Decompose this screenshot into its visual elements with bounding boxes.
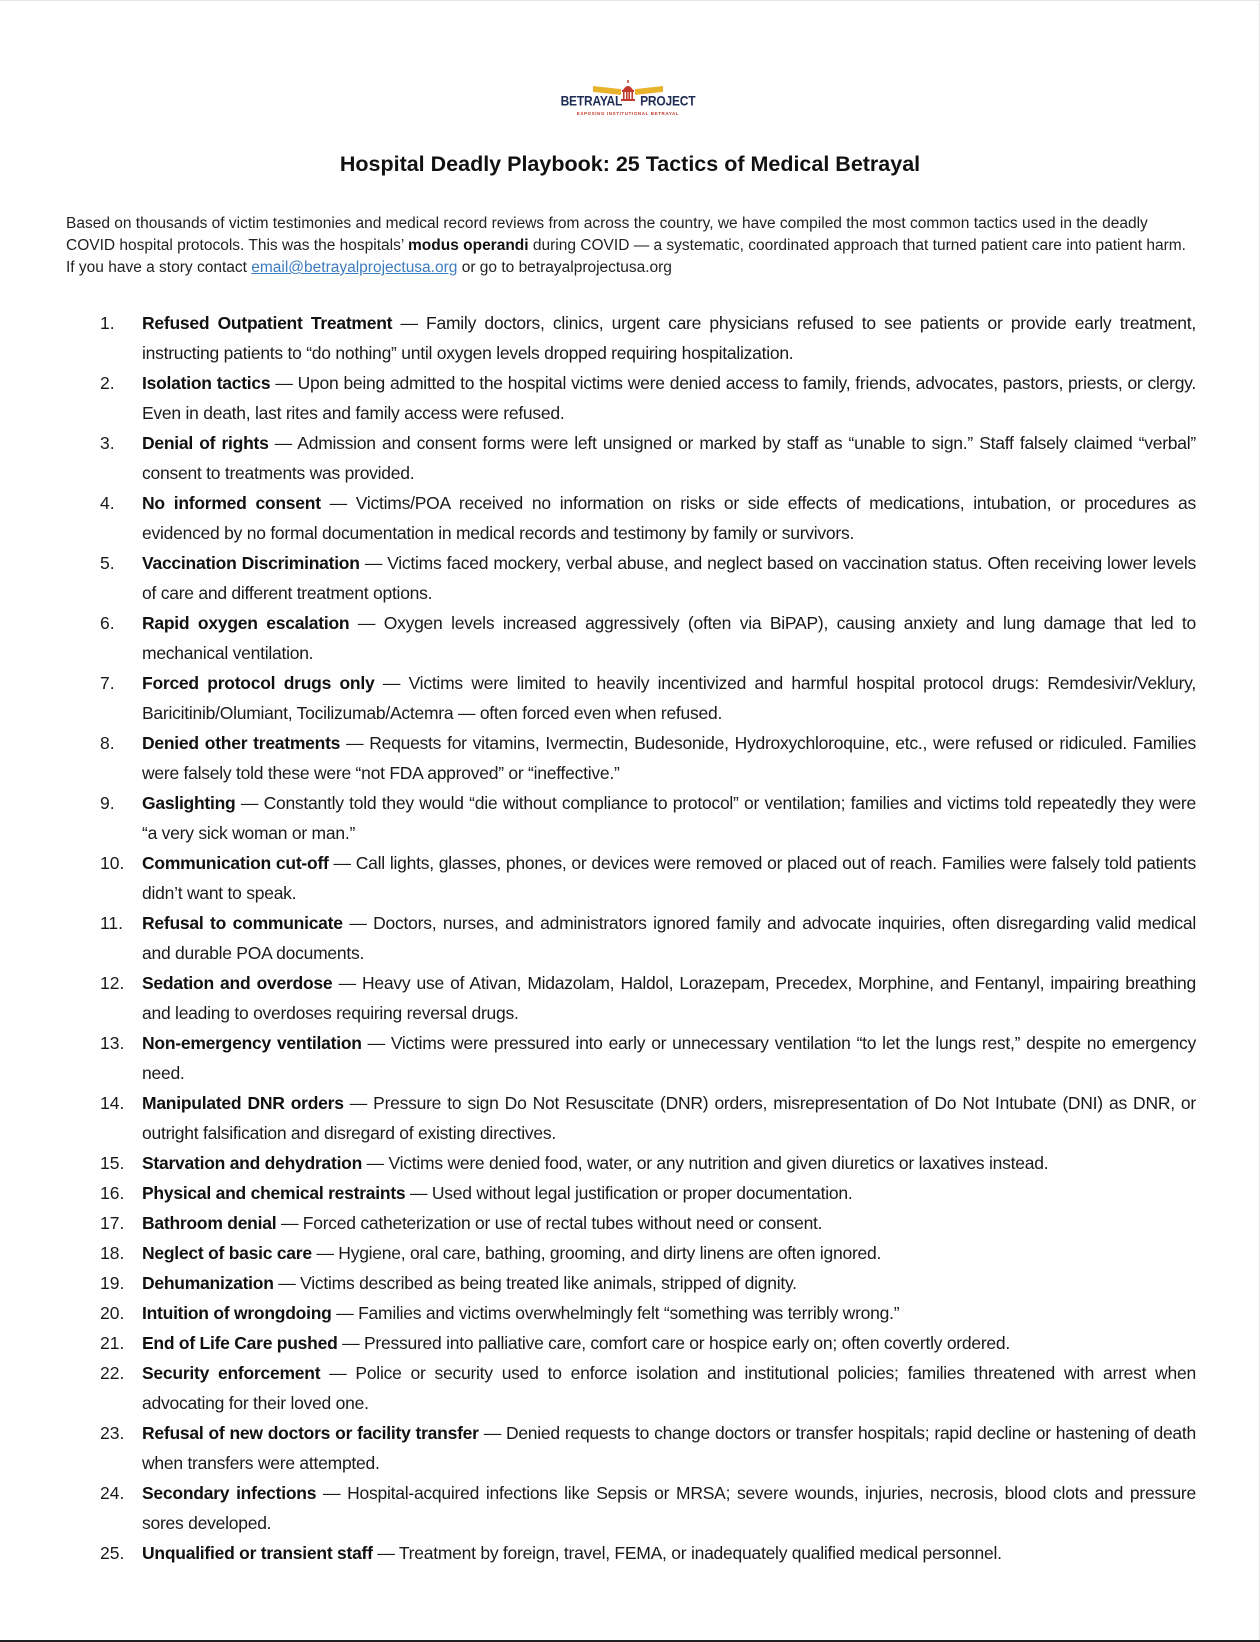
tactic-name: Security enforcement [142, 1363, 321, 1383]
tactic-body [142, 908, 1196, 968]
tactic-name: Unqualified or transient staff [142, 1543, 373, 1563]
betrayal-project-logo [560, 80, 696, 120]
tactic-number: 1. [100, 313, 115, 333]
tactic-number: 24. [100, 1483, 125, 1503]
tactic-description: — Pressured into palliative care, comfort care or hospice early on; often covertly ordered. [337, 1333, 1010, 1353]
tactic-number: 15. [100, 1153, 125, 1173]
tactic-body [142, 1328, 1196, 1358]
intro-text-part-2: during COVID — a systematic, coordinated approach that turned patient care into patient harm. If you have a story contact [66, 237, 1186, 276]
tactic-name: Vaccination Discrimination [142, 553, 360, 573]
tactic-item [100, 668, 1196, 728]
intro-bold-phrase: modus operandi [408, 237, 529, 254]
tactic-number: 2. [100, 373, 115, 393]
tactic-name: Secondary infections [142, 1483, 317, 1503]
tactic-description: — Admission and consent forms were left unsigned or marked by staff as “unable to sign.” Staff falsely claimed “verbal” consent to treatments was provided. [142, 433, 1196, 483]
tactic-item [100, 428, 1196, 488]
tactic-number: 16. [100, 1183, 125, 1203]
tactic-name: Isolation tactics [142, 373, 271, 393]
tactic-description: — Requests for vitamins, Ivermectin, Budesonide, Hydroxychloroquine, etc., were refused or ridiculed. Families were falsely told these were “not FDA approved” or “ineffective.” [142, 733, 1196, 783]
tactic-name: Refusal of new doctors or facility transfer [142, 1423, 479, 1443]
tactic-name: Bathroom denial [142, 1213, 277, 1233]
tactic-body [142, 1538, 1196, 1568]
tactic-item [100, 1238, 1196, 1268]
tactic-number: 21. [100, 1333, 125, 1353]
tactic-name: No informed consent [142, 493, 321, 513]
tactic-body [142, 1478, 1196, 1538]
contact-email-link[interactable]: email@betrayalprojectusa.org [251, 259, 458, 276]
tactic-description: — Victims were denied food, water, or any nutrition and given diuretics or laxatives instead. [362, 1153, 1049, 1173]
tactic-number: 13. [100, 1033, 125, 1053]
tactic-number: 25. [100, 1543, 125, 1563]
tactic-body [142, 728, 1196, 788]
tactic-number: 20. [100, 1303, 125, 1323]
tactic-item [100, 968, 1196, 1028]
tactic-description: — Forced catheterization or use of rectal tubes without need or consent. [276, 1213, 823, 1233]
tactic-description: — Used without legal justification or proper documentation. [405, 1183, 853, 1203]
tactic-description: — Hospital-acquired infections like Sepsis or MRSA; severe wounds, injuries, necrosis, blood clots and pressure sores developed. [142, 1483, 1196, 1533]
tactic-description: — Victims were pressured into early or unnecessary ventilation “to let the lungs rest,” despite no emergency need. [142, 1033, 1196, 1083]
tactic-name: Neglect of basic care [142, 1243, 312, 1263]
tactic-item [100, 848, 1196, 908]
tactic-description: — Hygiene, oral care, bathing, grooming, and dirty linens are often ignored. [311, 1243, 882, 1263]
tactic-body [142, 1238, 1196, 1268]
tactic-item [100, 1028, 1196, 1088]
tactic-name: Dehumanization [142, 1273, 274, 1293]
tactic-body [142, 1028, 1196, 1088]
tactic-body [142, 1418, 1196, 1478]
tactic-name: Intuition of wrongdoing [142, 1303, 332, 1323]
tactic-description: — Victims were limited to heavily incentivized and harmful hospital protocol drugs: Remdesivir/Veklury, Baricitinib/Olumiant, Tocilizumab/Actemra — often forced even when refused. [142, 673, 1196, 723]
tactic-description: — Constantly told they would “die without compliance to protocol” or ventilation; families and victims told repeatedly they were “a very sick woman or man.” [142, 793, 1196, 843]
tactic-description: — Oxygen levels increased aggressively (often via BiPAP), causing anxiety and lung damage that led to mechanical ventilation. [142, 613, 1196, 663]
tactic-description: — Pressure to sign Do Not Resuscitate (DNR) orders, misrepresentation of Do Not Intubate (DNI) as DNR, or outright falsification and disregard of existing directives. [142, 1093, 1196, 1143]
tactic-description: — Family doctors, clinics, urgent care physicians refused to see patients or provide early treatment, instructing patients to “do nothing” until oxygen levels dropped requiring hospitalization. [142, 313, 1196, 363]
tactic-name: Forced protocol drugs only [142, 673, 375, 693]
tactic-item [100, 308, 1196, 368]
tactic-body [142, 1298, 1196, 1328]
intro-paragraph [66, 213, 1196, 279]
tactic-number: 23. [100, 1423, 125, 1443]
logo-word-right: PROJECT [640, 92, 696, 110]
tactic-body [142, 968, 1196, 1028]
tactic-number: 5. [100, 553, 115, 573]
tactic-number: 22. [100, 1363, 125, 1383]
tactic-description: — Denied requests to change doctors or transfer hospitals; rapid decline or hastening of death when transfers were attempted. [142, 1423, 1197, 1473]
logo-tagline: EXPOSING INSTITUTIONAL BETRAYAL [576, 111, 680, 116]
tactic-name: Physical and chemical restraints [142, 1183, 406, 1203]
tactic-description: — Treatment by foreign, travel, FEMA, or inadequately qualified medical personnel. [372, 1543, 1002, 1563]
tactic-item [100, 608, 1196, 668]
tactic-body [142, 1088, 1196, 1148]
tactic-number: 18. [100, 1243, 125, 1263]
tactic-body [142, 608, 1196, 668]
tactic-item [100, 548, 1196, 608]
tactic-body [142, 488, 1196, 548]
tactic-item [100, 1088, 1196, 1148]
tactic-item [100, 1148, 1196, 1178]
tactic-item [100, 368, 1196, 428]
tactic-number: 4. [100, 493, 115, 513]
tactic-name: Denied other treatments [142, 733, 341, 753]
tactic-body [142, 668, 1196, 728]
tactic-item [100, 1268, 1196, 1298]
tactic-item [100, 728, 1196, 788]
intro-text-part-3: or go to betrayalprojectusa.org [457, 259, 672, 276]
tactic-name: Non-emergency ventilation [142, 1033, 362, 1053]
tactic-description: — Doctors, nurses, and administrators ignored family and advocate inquiries, often disregarding valid medical and durable POA documents. [142, 913, 1196, 963]
tactic-body [142, 1268, 1196, 1298]
tactic-item [100, 1298, 1196, 1328]
tactic-item [100, 1178, 1196, 1208]
tactic-body [142, 788, 1196, 848]
tactic-name: Sedation and overdose [142, 973, 333, 993]
tactic-number: 14. [100, 1093, 125, 1113]
tactic-description: — Heavy use of Ativan, Midazolam, Haldol, Lorazepam, Precedex, Morphine, and Fentanyl, impairing breathing and leading to overdoses requiring reversal drugs. [142, 973, 1196, 1023]
tactic-number: 8. [100, 733, 115, 753]
tactic-body [142, 1178, 1196, 1208]
tactic-item [100, 788, 1196, 848]
tactics-list [100, 308, 1196, 1568]
tactic-body [142, 1358, 1196, 1418]
tactic-body [142, 428, 1196, 488]
tactic-body [142, 1208, 1196, 1238]
tactic-description: — Police or security used to enforce isolation and institutional policies; families threatened with arrest when advocating for their loved one. [142, 1363, 1197, 1413]
tactic-description: — Families and victims overwhelmingly felt “something was terribly wrong.” [331, 1303, 900, 1323]
tactic-body [142, 848, 1196, 908]
tactic-number: 11. [100, 913, 124, 933]
tactic-description: — Victims/POA received no information on risks or side effects of medications, intubation, or procedures as evidenced by no formal documentation in medical records and testimony by family or survivors. [142, 493, 1196, 543]
tactic-item [100, 1538, 1196, 1568]
tactic-name: Communication cut-off [142, 853, 329, 873]
tactic-description: — Upon being admitted to the hospital victims were denied access to family, friends, advocates, pastors, priests, or clergy. Even in death, last rites and family access were refused. [142, 373, 1196, 423]
tactic-item [100, 908, 1196, 968]
tactic-item [100, 1208, 1196, 1238]
tactic-name: Denial of rights [142, 433, 269, 453]
tactic-number: 7. [100, 673, 115, 693]
tactic-description: — Victims described as being treated like animals, stripped of dignity. [273, 1273, 797, 1293]
tactic-name: Refusal to communicate [142, 913, 343, 933]
tactic-name: Rapid oxygen escalation [142, 613, 350, 633]
tactic-name: End of Life Care pushed [142, 1333, 338, 1353]
document-title: Hospital Deadly Playbook: 25 Tactics of Medical Betrayal [339, 152, 921, 176]
tactic-item [100, 488, 1196, 548]
logo-word-left: BETRAYAL [560, 92, 623, 110]
tactic-item [100, 1418, 1196, 1478]
tactic-name: Gaslighting [142, 793, 236, 813]
tactic-number: 3. [100, 433, 115, 453]
logo-wordmark [560, 92, 696, 110]
tactic-body [142, 308, 1196, 368]
tactic-number: 10. [100, 853, 125, 873]
tactic-description: — Victims faced mockery, verbal abuse, and neglect based on vaccination status. Often receiving lower levels of care and different treatment options. [142, 553, 1196, 603]
tactic-number: 12. [100, 973, 125, 993]
tactic-item [100, 1328, 1196, 1358]
tactic-name: Refused Outpatient Treatment [142, 313, 393, 333]
tactic-body [142, 368, 1196, 428]
tactic-number: 9. [100, 793, 115, 813]
tactic-number: 17. [100, 1213, 125, 1233]
tactic-name: Starvation and dehydration [142, 1153, 363, 1173]
tactic-body [142, 548, 1196, 608]
tactic-item [100, 1358, 1196, 1418]
tactic-description: — Call lights, glasses, phones, or devices were removed or placed out of reach. Families were falsely told patients didn’t want to speak. [142, 853, 1196, 903]
tactic-name: Manipulated DNR orders [142, 1093, 344, 1113]
tactic-item [100, 1478, 1196, 1538]
tactic-number: 19. [100, 1273, 125, 1293]
intro-text-part-1: Based on thousands of victim testimonies and medical record reviews from across the country, we have compiled the most common tactics used in the deadly COVID hospital protocols. This was the hospitals’ [66, 215, 1148, 254]
tactic-body [142, 1148, 1196, 1178]
tactic-number: 6. [100, 613, 115, 633]
